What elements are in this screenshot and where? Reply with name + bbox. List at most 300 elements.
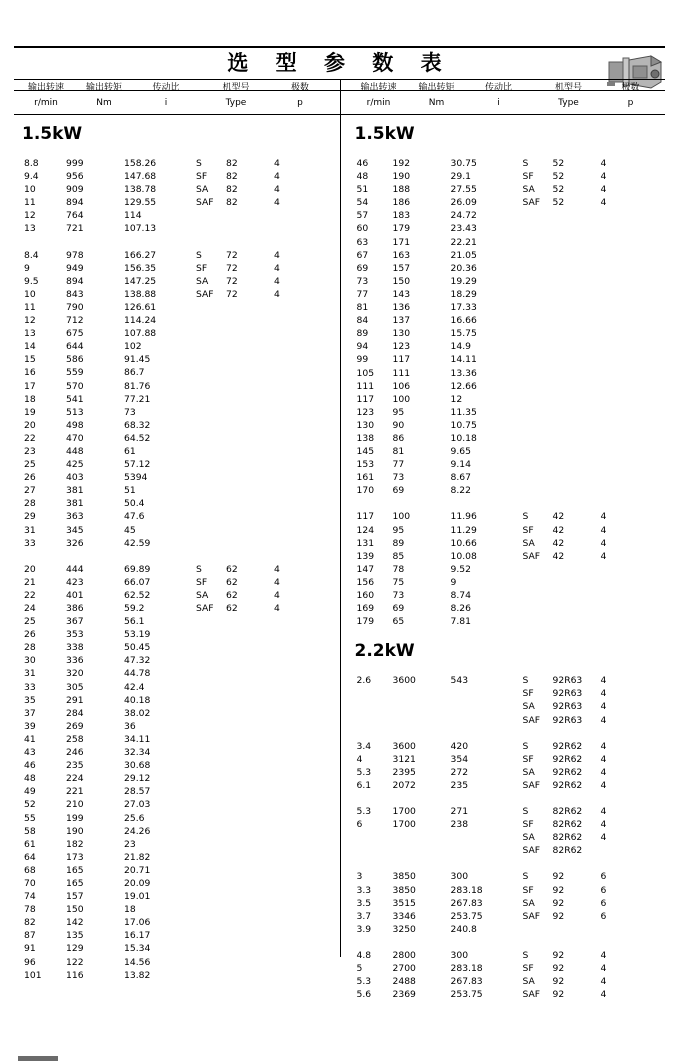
cell-output-speed: 64	[24, 851, 36, 863]
cell-output-speed: 9.4	[24, 171, 39, 183]
cell-poles	[274, 825, 300, 838]
cell-poles	[274, 419, 300, 432]
cell-poles: 4	[600, 197, 607, 209]
table-row	[341, 222, 666, 235]
cell-type-prefix	[196, 222, 226, 235]
table-row	[341, 367, 666, 380]
cell-output-speed: 21	[24, 576, 36, 588]
cell-type-prefix: SF	[522, 884, 534, 896]
cell-ratio: 138.88	[124, 288, 157, 300]
cell-type-prefix	[523, 923, 553, 936]
cell-model: 82	[226, 184, 238, 196]
header-output-torque-right: 输出转矩 Nm	[418, 83, 455, 108]
cell-type-prefix	[523, 419, 553, 432]
cell-poles: 4	[274, 288, 280, 300]
table-row	[14, 733, 340, 746]
cell-output-speed: 52	[24, 799, 36, 811]
table-row	[341, 576, 666, 589]
cell-output-speed: 25	[24, 616, 36, 628]
cell-ratio: 44.78	[124, 668, 151, 680]
cell-output-speed: 18	[24, 393, 36, 405]
cell-output-speed: 91	[24, 943, 36, 955]
cell-type-prefix	[523, 563, 553, 576]
table-row	[341, 884, 666, 897]
cell-output-torque: 186	[392, 197, 411, 209]
cell-ratio: 8.74	[450, 590, 471, 601]
cell-output-torque: 143	[392, 288, 411, 300]
cell-type-prefix	[196, 890, 226, 903]
cell-type-prefix	[196, 772, 226, 785]
cell-output-torque: 843	[66, 288, 84, 300]
cell-type-prefix: S	[522, 511, 529, 523]
cell-output-torque: 2395	[392, 766, 416, 778]
cell-model	[553, 275, 601, 288]
cell-poles	[601, 844, 627, 857]
cell-type-prefix	[196, 510, 226, 523]
cell-poles	[274, 654, 300, 667]
cell-output-speed: 31	[24, 524, 36, 536]
cell-output-speed: 101	[24, 969, 42, 981]
cell-poles: 4	[600, 976, 607, 988]
cell-type-prefix	[196, 484, 226, 497]
cell-ratio: 30.68	[124, 760, 151, 772]
cell-output-torque: 949	[66, 262, 84, 274]
cell-ratio: 13.82	[124, 969, 151, 981]
cell-output-torque: 894	[66, 275, 84, 287]
table-row	[14, 471, 340, 484]
cell-ratio: 10.08	[450, 550, 477, 562]
cell-output-speed: 70	[24, 877, 36, 889]
table-row	[14, 406, 340, 419]
cell-output-torque: 305	[66, 681, 84, 693]
cell-output-torque: 163	[392, 249, 411, 261]
cell-type-prefix	[196, 537, 226, 550]
table-row	[14, 196, 340, 209]
cell-ratio: 40.18	[124, 694, 151, 706]
cell-poles	[274, 785, 300, 798]
cell-ratio: 36	[124, 720, 136, 732]
cell-model	[226, 353, 274, 366]
cell-output-speed: 30	[24, 655, 36, 667]
cell-model	[553, 262, 601, 275]
cell-poles: 4	[274, 184, 280, 196]
cell-type-prefix	[196, 903, 226, 916]
table-row	[341, 687, 666, 700]
header-ratio-right: 传动比 i	[484, 83, 512, 108]
cell-output-torque: 367	[66, 616, 84, 628]
cell-output-torque: 190	[392, 171, 411, 183]
cell-type-prefix	[196, 366, 226, 379]
cell-type-prefix: SF	[196, 171, 208, 183]
cell-model	[226, 615, 274, 628]
table-row	[341, 275, 666, 288]
cell-output-speed: 31	[24, 668, 36, 680]
cell-model: 92R63	[552, 701, 583, 713]
cell-poles	[274, 851, 300, 864]
cell-type-prefix	[523, 393, 553, 406]
table-row	[341, 262, 666, 275]
cell-type-prefix: SF	[522, 171, 534, 183]
cell-poles	[274, 903, 300, 916]
cell-poles: 4	[600, 806, 607, 818]
cell-output-torque: 69	[392, 485, 405, 497]
cell-output-torque: 3850	[392, 884, 416, 896]
cell-ratio: 23	[124, 838, 136, 850]
cell-model	[226, 890, 274, 903]
header-output-speed-right: 输出转速 r/min	[360, 83, 397, 108]
cell-model: 72	[226, 249, 238, 261]
cell-output-speed: 131	[356, 537, 375, 549]
cell-poles	[274, 864, 300, 877]
cell-model	[226, 929, 274, 942]
cell-poles	[274, 956, 300, 969]
table-row	[14, 838, 340, 851]
cell-type-prefix: S	[522, 158, 529, 169]
cell-ratio: 17.33	[450, 302, 477, 314]
cell-ratio: 66.07	[124, 576, 151, 588]
cell-model	[553, 471, 601, 484]
cell-model: 72	[226, 262, 238, 274]
cell-poles	[601, 209, 627, 222]
cell-type-prefix	[523, 327, 553, 340]
table-row	[14, 209, 340, 222]
cell-poles	[274, 733, 300, 746]
cell-poles	[601, 589, 627, 602]
cell-model	[226, 419, 274, 432]
cell-type-prefix	[523, 209, 553, 222]
table-row	[14, 340, 340, 353]
cell-model	[553, 458, 601, 471]
cell-ratio: 300	[450, 871, 469, 883]
cell-poles	[601, 249, 627, 262]
cell-poles	[601, 275, 627, 288]
cell-type-prefix	[196, 406, 226, 419]
cell-output-speed: 8.4	[24, 249, 39, 261]
cell-model	[553, 923, 601, 936]
cell-ratio: 42.59	[124, 537, 151, 549]
cell-poles	[274, 759, 300, 772]
table-row	[341, 484, 666, 497]
cell-type-prefix	[196, 432, 226, 445]
cell-output-torque	[393, 844, 451, 857]
cell-output-speed: 156	[356, 576, 375, 588]
cell-ratio: 51	[124, 485, 136, 497]
cell-poles	[274, 746, 300, 759]
table-row	[341, 962, 666, 975]
cell-output-speed: 22	[24, 432, 36, 444]
cell-type-prefix	[523, 314, 553, 327]
cell-model: 52	[552, 197, 565, 209]
cell-type-prefix: S	[522, 740, 529, 752]
cell-model	[226, 798, 274, 811]
cell-poles	[274, 445, 300, 458]
cell-ratio: 91.45	[124, 354, 151, 366]
cell-model: 82	[226, 197, 238, 209]
cell-output-torque: 130	[392, 328, 411, 340]
cell-output-torque: 221	[66, 786, 84, 798]
cell-output-speed: 169	[356, 603, 375, 615]
cell-poles	[601, 458, 627, 471]
table-row	[341, 988, 666, 1001]
cell-output-torque: 894	[66, 197, 84, 209]
cell-poles: 4	[274, 158, 280, 169]
table-row	[14, 641, 340, 654]
cell-output-torque: 353	[66, 629, 84, 641]
table-row	[14, 314, 340, 327]
cell-type-prefix: SA	[522, 832, 535, 844]
cell-ratio: 73	[124, 406, 136, 418]
header-output-speed-left: 输出转速 r/min	[27, 83, 64, 108]
cell-output-torque: 2369	[392, 989, 416, 1001]
cell-type-prefix	[196, 969, 226, 982]
cell-model: 92R63	[552, 675, 583, 687]
cell-type-prefix: SAF	[196, 288, 214, 300]
cell-poles	[274, 694, 300, 707]
cell-ratio: 69.89	[124, 563, 151, 575]
cell-output-speed	[341, 831, 393, 844]
cell-poles: 4	[600, 171, 607, 183]
cell-type-prefix	[196, 380, 226, 393]
cell-model	[553, 406, 601, 419]
cell-ratio: 77.21	[124, 393, 151, 405]
cell-ratio: 62.52	[124, 589, 151, 601]
cell-output-torque: 2800	[392, 949, 416, 961]
cell-output-speed: 81	[356, 302, 369, 314]
cell-ratio: 13.36	[450, 367, 477, 379]
cell-poles	[601, 576, 627, 589]
cell-poles	[601, 563, 627, 576]
cell-ratio: 12	[450, 393, 463, 405]
cell-model	[553, 393, 601, 406]
cell-model	[226, 432, 274, 445]
cell-type-prefix	[196, 785, 226, 798]
cell-ratio: 20.71	[124, 864, 151, 876]
table-row	[341, 975, 666, 988]
cell-model	[226, 654, 274, 667]
cell-type-prefix	[196, 825, 226, 838]
cell-output-torque: 3515	[392, 897, 416, 909]
cell-output-torque: 73	[392, 590, 405, 601]
cell-ratio: 20.36	[450, 262, 477, 274]
cell-type-prefix: SF	[196, 262, 208, 274]
cell-type-prefix: S	[522, 949, 529, 961]
cell-output-torque: 86	[392, 432, 405, 444]
cell-poles: 6	[600, 884, 607, 896]
cell-output-torque: 403	[66, 472, 84, 484]
cell-ratio: 61	[124, 445, 136, 457]
cell-ratio: 32.34	[124, 747, 151, 759]
cell-ratio: 86.7	[124, 367, 145, 379]
cell-ratio	[451, 831, 523, 844]
cell-model	[553, 484, 601, 497]
cell-poles	[274, 838, 300, 851]
cell-output-speed: 19	[24, 406, 36, 418]
header-type-right: 机型号 Type	[554, 83, 582, 108]
cell-output-speed: 33	[24, 681, 36, 693]
cell-type-prefix: S	[196, 158, 202, 169]
cell-output-speed: 26	[24, 629, 36, 641]
cell-ratio: 50.45	[124, 642, 151, 654]
table-row	[14, 851, 340, 864]
cell-model	[553, 236, 601, 249]
cell-ratio: 23.43	[450, 223, 477, 235]
cell-model	[226, 209, 274, 222]
table-row	[14, 380, 340, 393]
cell-model	[553, 314, 601, 327]
cell-poles: 4	[600, 701, 607, 713]
cell-poles: 4	[600, 753, 607, 765]
table-row	[14, 327, 340, 340]
cell-output-speed: 5.3	[356, 806, 372, 818]
cell-type-prefix	[196, 340, 226, 353]
cell-output-speed: 179	[356, 616, 375, 628]
cell-output-torque: 81	[392, 446, 405, 458]
cell-poles	[601, 262, 627, 275]
cell-poles	[274, 720, 300, 733]
cell-ratio: 7.81	[450, 616, 471, 628]
cell-poles: 4	[600, 184, 607, 196]
cell-model	[226, 720, 274, 733]
cell-model: 52	[552, 158, 565, 169]
cell-output-speed: 12	[24, 315, 36, 327]
cell-output-speed: 170	[356, 485, 375, 497]
table-row	[341, 524, 666, 537]
cell-type-prefix	[523, 222, 553, 235]
cell-ratio: 47.32	[124, 655, 151, 667]
cell-poles	[274, 877, 300, 890]
cell-model: 82R62	[552, 819, 583, 831]
cell-poles	[601, 340, 627, 353]
cell-ratio	[451, 714, 523, 727]
table-row	[341, 236, 666, 249]
cell-type-prefix	[196, 707, 226, 720]
table-row	[14, 249, 340, 262]
cell-model	[226, 759, 274, 772]
table-row	[341, 537, 666, 550]
cell-type-prefix	[523, 615, 553, 628]
table-row	[14, 877, 340, 890]
cell-output-torque: 129	[66, 943, 84, 955]
cell-model	[226, 366, 274, 379]
table-row	[14, 956, 340, 969]
cell-model: 92	[552, 884, 565, 896]
cell-type-prefix	[523, 471, 553, 484]
row-group-right-15kw	[341, 157, 666, 628]
cell-poles: 4	[274, 171, 280, 183]
cell-model	[226, 445, 274, 458]
cell-output-torque: 73	[392, 472, 405, 484]
cell-poles	[601, 615, 627, 628]
cell-type-prefix	[196, 877, 226, 890]
cell-ratio: 64.52	[124, 432, 151, 444]
cell-model	[226, 667, 274, 680]
table-row	[14, 484, 340, 497]
cell-output-torque: 89	[392, 537, 405, 549]
cell-poles	[274, 327, 300, 340]
cell-model	[226, 484, 274, 497]
cell-output-speed: 54	[356, 197, 369, 209]
cell-model: 92R62	[552, 740, 583, 752]
table-row	[14, 969, 340, 982]
table-row	[341, 766, 666, 779]
table-row	[341, 700, 666, 713]
cell-output-torque: 320	[66, 668, 84, 680]
table-row	[14, 916, 340, 929]
header-ratio-left: 传动比 i	[152, 83, 180, 108]
cell-ratio	[451, 687, 523, 700]
cell-poles	[601, 923, 627, 936]
cell-output-torque: 210	[66, 799, 84, 811]
cell-output-torque: 425	[66, 459, 84, 471]
cell-model	[226, 327, 274, 340]
cell-output-torque: 1700	[392, 806, 416, 818]
cell-output-speed: 23	[24, 445, 36, 457]
table-row	[14, 589, 340, 602]
cell-type-prefix	[196, 864, 226, 877]
cell-poles: 4	[274, 275, 280, 287]
cell-model: 62	[226, 589, 238, 601]
cell-output-torque: 165	[66, 864, 84, 876]
cell-model: 62	[226, 563, 238, 575]
cell-output-speed: 3.4	[356, 740, 372, 752]
cell-output-torque: 790	[66, 301, 84, 313]
cell-poles: 4	[274, 249, 280, 261]
cell-type-prefix: SAF	[522, 989, 541, 1001]
cell-model	[226, 458, 274, 471]
cell-output-speed: 74	[24, 891, 36, 903]
page-footer-mark	[18, 1056, 58, 1061]
cell-model	[226, 406, 274, 419]
cell-ratio: 166.27	[124, 249, 157, 261]
cell-model: 92	[552, 949, 565, 961]
cell-output-speed	[341, 844, 393, 857]
cell-model	[226, 825, 274, 838]
cell-ratio: 158.26	[124, 158, 157, 169]
cell-type-prefix: SF	[196, 576, 208, 588]
cell-output-speed: 153	[356, 459, 375, 471]
cell-ratio: 27.03	[124, 799, 151, 811]
cell-type-prefix: SA	[522, 766, 535, 778]
table-row	[341, 380, 666, 393]
group-spacer	[341, 497, 666, 510]
cell-output-torque: 188	[392, 184, 411, 196]
cell-output-torque: 401	[66, 589, 84, 601]
cell-ratio: 28.57	[124, 786, 151, 798]
cell-ratio: 9	[450, 576, 457, 588]
table-row	[341, 844, 666, 857]
cell-poles	[274, 707, 300, 720]
cell-output-speed: 61	[24, 838, 36, 850]
cell-output-torque: 78	[392, 563, 405, 575]
cell-model	[226, 681, 274, 694]
cell-model	[553, 249, 601, 262]
cell-output-speed: 26	[24, 472, 36, 484]
table-row	[341, 314, 666, 327]
cell-ratio: 16.66	[450, 315, 477, 327]
cell-model	[553, 380, 601, 393]
section-title-right-2: 2.2kW	[354, 641, 415, 662]
table-row	[341, 183, 666, 196]
table-row	[14, 720, 340, 733]
cell-poles	[601, 327, 627, 340]
cell-ratio: 107.88	[124, 328, 157, 340]
table-row	[14, 628, 340, 641]
cell-output-speed: 5.6	[356, 989, 372, 1001]
cell-poles: 4	[600, 675, 607, 687]
cell-output-speed: 3	[356, 871, 363, 883]
table-row	[341, 923, 666, 936]
cell-type-prefix: SAF	[196, 197, 214, 209]
